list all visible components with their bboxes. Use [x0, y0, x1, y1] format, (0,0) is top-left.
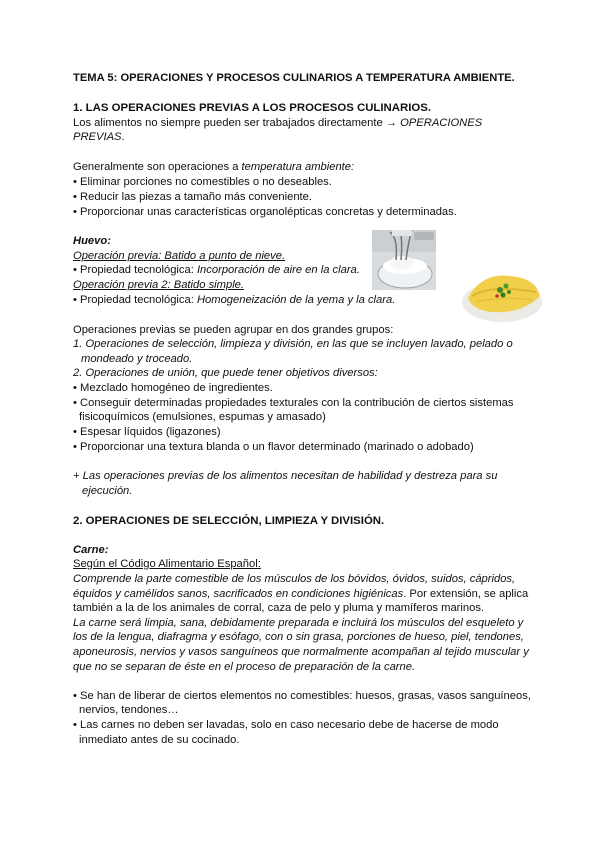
- general-emphasis: temperatura ambiente:: [241, 161, 355, 173]
- huevo-prop2: [73, 293, 395, 307]
- intro-emphasis: OPERACIONES: [400, 117, 483, 129]
- group1-line: 1. Operaciones de selección, limpieza y división, en las que se incluyen lavado, pelado o: [73, 338, 513, 350]
- def-line-5: los de la lengua, diafragma y esófago, con o sin grasa, porciones de hueso, piel, tendones,: [73, 631, 524, 643]
- note-line: + Las operaciones previas de los alimentos necesitan de habilidad y destreza para su: [73, 470, 498, 482]
- def-line-2: [73, 587, 528, 601]
- codigo-line: Según el Código Alimentario Español:: [73, 558, 261, 570]
- omelette-image: [462, 262, 542, 325]
- note-cont: ejecución.: [82, 485, 133, 497]
- bullet-3: • Proporcionar unas características organolépticas concretas y determinadas.: [73, 206, 457, 218]
- section1-intro-cont: [73, 130, 125, 144]
- document-title: TEMA 5: OPERACIONES Y PROCESOS CULINARIOS A TEMPERATURA AMBIENTE.: [73, 72, 515, 84]
- general-line: [73, 160, 354, 174]
- carne-heading: Carne:: [73, 544, 109, 556]
- bullet-1: • Eliminar porciones no comestibles o no deseables.: [73, 176, 332, 188]
- general-text: Generalmente son operaciones a: [73, 161, 242, 173]
- huevo-heading: Huevo:: [73, 235, 111, 247]
- def-line-2-emphasis: équidos y camélidos sanos, sacrificados en condiciones higiénicas: [73, 588, 404, 600]
- carne-bullet-2-cont: inmediato antes de su cocinado.: [79, 734, 240, 746]
- huevo-prop1: [73, 263, 360, 277]
- group1-cont: mondeado y troceado.: [81, 353, 193, 365]
- intro-period: .: [121, 131, 125, 143]
- bullet-2: • Reducir las piezas a tamaño más conveniente.: [73, 191, 312, 203]
- def-line-1: Comprende la parte comestible de los músculos de los bóvidos, óvidos, suidos, cápridos,: [73, 573, 516, 585]
- union-bullet-1: • Mezclado homogéneo de ingredientes.: [73, 382, 273, 394]
- section1-heading: 1. LAS OPERACIONES PREVIAS A LOS PROCESOS CULINARIOS.: [73, 102, 432, 114]
- union-bullet-2-cont: fisicoquímicos (emulsiones, espumas y amasado): [79, 411, 326, 423]
- def-line-6: aponeurosis, nervios y vasos sanguíneos que normalmente acompañan al tejido muscular y: [73, 646, 529, 658]
- whisk-bowl-image: [372, 230, 436, 290]
- union-bullet-4: • Proporcionar una textura blanda o un flavor determinado (marinado o adobado): [73, 441, 474, 453]
- union-bullet-3: • Espesar líquidos (ligazones): [73, 426, 221, 438]
- prop2-value: Homogeneización de la yema y la clara.: [196, 294, 396, 306]
- carne-bullet-1-cont: nervios, tendones…: [79, 704, 179, 716]
- section2-heading: 2. OPERACIONES DE SELECCIÓN, LIMPIEZA Y DIVISIÓN.: [73, 515, 385, 527]
- intro-text: Los alimentos no siempre pueden ser trabajados directamente →: [73, 117, 401, 129]
- carne-bullet-2: • Las carnes no deben ser lavadas, solo en caso necesario debe de hacerse de modo: [73, 719, 499, 731]
- def-line-2-text: . Por extensión, se aplica: [403, 588, 529, 600]
- carne-bullet-1: • Se han de liberar de ciertos elementos no comestibles: huesos, grasas, vasos sanguíneos,: [73, 690, 531, 702]
- group2-line: 2. Operaciones de unión, que puede tener objetivos diversos:: [73, 367, 378, 379]
- huevo-op1: Operación previa: Batido a punto de nieve.: [73, 250, 286, 262]
- def-line-4: La carne será limpia, sana, debidamente preparada e incluirá los músculos del esqueleto y: [73, 617, 524, 629]
- section1-intro: [73, 116, 482, 130]
- huevo-op2: Operación previa 2: Batido simple.: [73, 279, 245, 291]
- groups-intro: Operaciones previas se pueden agrupar en dos grandes grupos:: [73, 324, 394, 336]
- prop1-value: Incorporación de aire en la clara.: [196, 264, 360, 276]
- intro-emphasis-cont: PREVIAS: [73, 131, 122, 143]
- omelette-illustration: [462, 262, 542, 325]
- whisk-bowl-illustration: [372, 230, 436, 290]
- def-line-7: que no se separan de éste en el proceso de preparación de la carne.: [73, 661, 416, 673]
- union-bullet-2: • Conseguir determinadas propiedades texturales con la contribución de ciertos sistemas: [73, 397, 514, 409]
- prop1-label: • Propiedad tecnológica:: [73, 264, 197, 276]
- prop2-label: • Propiedad tecnológica:: [73, 294, 197, 306]
- def-line-3: también a la de los animales de corral, caza de pelo y pluma y mamíferos marinos.: [73, 602, 485, 614]
